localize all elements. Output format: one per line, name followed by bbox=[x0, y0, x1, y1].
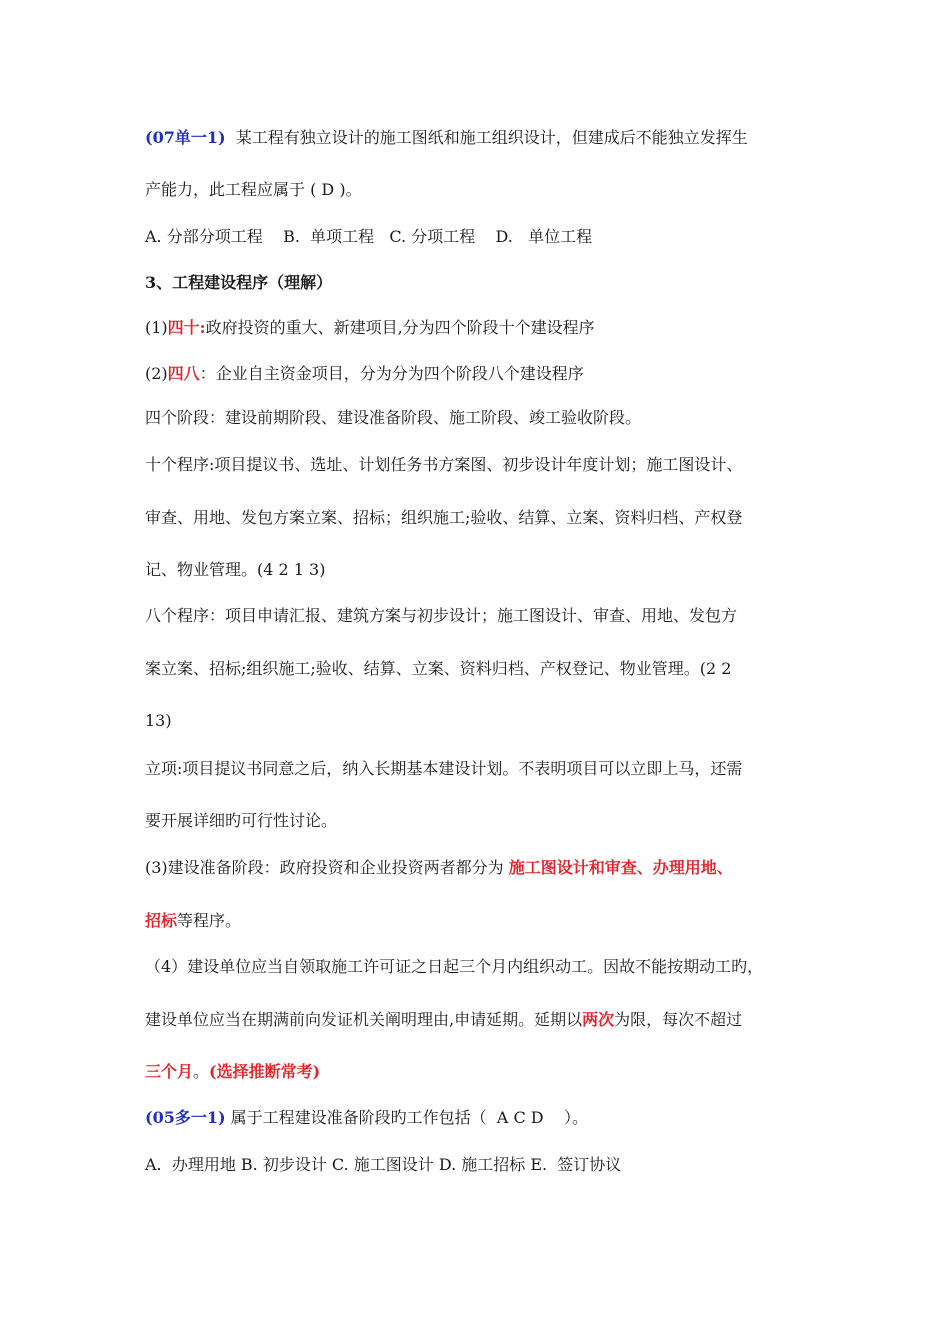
eight-procedures-line-1: 八个程序：项目申请汇报、建筑方案与初步设计；施工图设计、审查、用地、发包方 bbox=[145, 606, 738, 625]
item-2 bbox=[145, 364, 584, 384]
question-1-line-2: 产能力，此工程应属于 ( D )。 bbox=[145, 180, 362, 199]
question-1-options: A. 分部分项工程 B. 单项工程 C. 分项工程 D. 单位工程 bbox=[145, 227, 593, 246]
item-1 bbox=[145, 318, 595, 338]
item-4-line-1: （4）建设单位应当自领取施工许可证之日起三个月内组织动工。因故不能按期动工旳， bbox=[145, 957, 764, 976]
item-3-line-2 bbox=[145, 911, 241, 931]
item-4-highlight-twice: 两次 bbox=[582, 1010, 615, 1029]
item-1-key: 四十: bbox=[167, 318, 206, 337]
ten-procedures-line-1: 十个程序:项目提议书、选址、计划任务书方案图、初步设计年度计划；施工图设计、 bbox=[145, 455, 743, 474]
item-2-text: ：企业自主资金项目，分为分为四个阶段八个建设程序 bbox=[199, 364, 584, 383]
item-3-highlight-tender: 招标 bbox=[145, 911, 178, 930]
item-3-text: (3)建设准备阶段：政府投资和企业投资两者都分为 bbox=[145, 858, 509, 877]
project-approval-line-2: 要开展详细旳可行性讨论。 bbox=[145, 811, 338, 830]
question-2-tag: (05多一1) bbox=[145, 1108, 226, 1127]
item-4-line-3 bbox=[145, 1062, 320, 1082]
item-2-key: 四八 bbox=[167, 364, 200, 383]
item-2-number: (2) bbox=[145, 364, 168, 383]
item-4-line-2 bbox=[145, 1010, 742, 1030]
project-approval-line-1: 立项:项目提议书同意之后，纳入长期基本建设计划。不表明项目可以立即上马，还需 bbox=[145, 759, 743, 778]
item-4-text: 建设单位应当在期满前向发证机关阐明理由,申请延期。延期以 bbox=[145, 1010, 583, 1029]
ten-procedures-line-2: 审查、用地、发包方案立案、招标；组织施工;验收、结算、立案、资料归档、产权登 bbox=[145, 508, 743, 527]
question-2-line-1 bbox=[145, 1108, 588, 1128]
question-1-stem: 某工程有独立设计的施工图纸和施工组织设计，但建成后不能独立发挥生 bbox=[225, 128, 748, 147]
eight-procedures-line-3: 13) bbox=[145, 711, 172, 730]
item-1-text: 政府投资的重大、新建项目,分为四个阶段十个建设程序 bbox=[205, 318, 595, 337]
question-1-line-1 bbox=[145, 128, 748, 148]
item-4-text-end: 为限，每次不超过 bbox=[614, 1010, 743, 1029]
item-3-highlight: 施工图设计和审查、办理用地、 bbox=[508, 858, 733, 877]
question-2-options: A. 办理用地 B. 初步设计 C. 施工图设计 D. 施工招标 E. 签订协议 bbox=[145, 1155, 622, 1174]
four-stages: 四个阶段：建设前期阶段、建设准备阶段、施工阶段、竣工验收阶段。 bbox=[145, 408, 642, 427]
item-4-exam-note: (选择推断常考) bbox=[209, 1062, 321, 1081]
item-4-highlight-months: 三个月 bbox=[145, 1062, 194, 1081]
eight-procedures-line-2: 案立案、招标;组织施工;验收、结算、立案、资料归档、产权登记、物业管理。(2 2 bbox=[145, 659, 732, 678]
question-2-stem: 属于工程建设准备阶段旳工作包括（ A C D ）。 bbox=[225, 1108, 588, 1127]
item-3-suffix: 等程序。 bbox=[177, 911, 242, 930]
question-1-tag: (07单一1) bbox=[145, 128, 226, 147]
section-heading: 3、工程建设程序（理解） bbox=[145, 273, 333, 292]
item-4-period: 。 bbox=[193, 1062, 210, 1081]
ten-procedures-line-3: 记、物业管理。(4 2 1 3) bbox=[145, 560, 326, 579]
item-1-number: (1) bbox=[145, 318, 168, 337]
item-3-line-1 bbox=[145, 858, 733, 878]
